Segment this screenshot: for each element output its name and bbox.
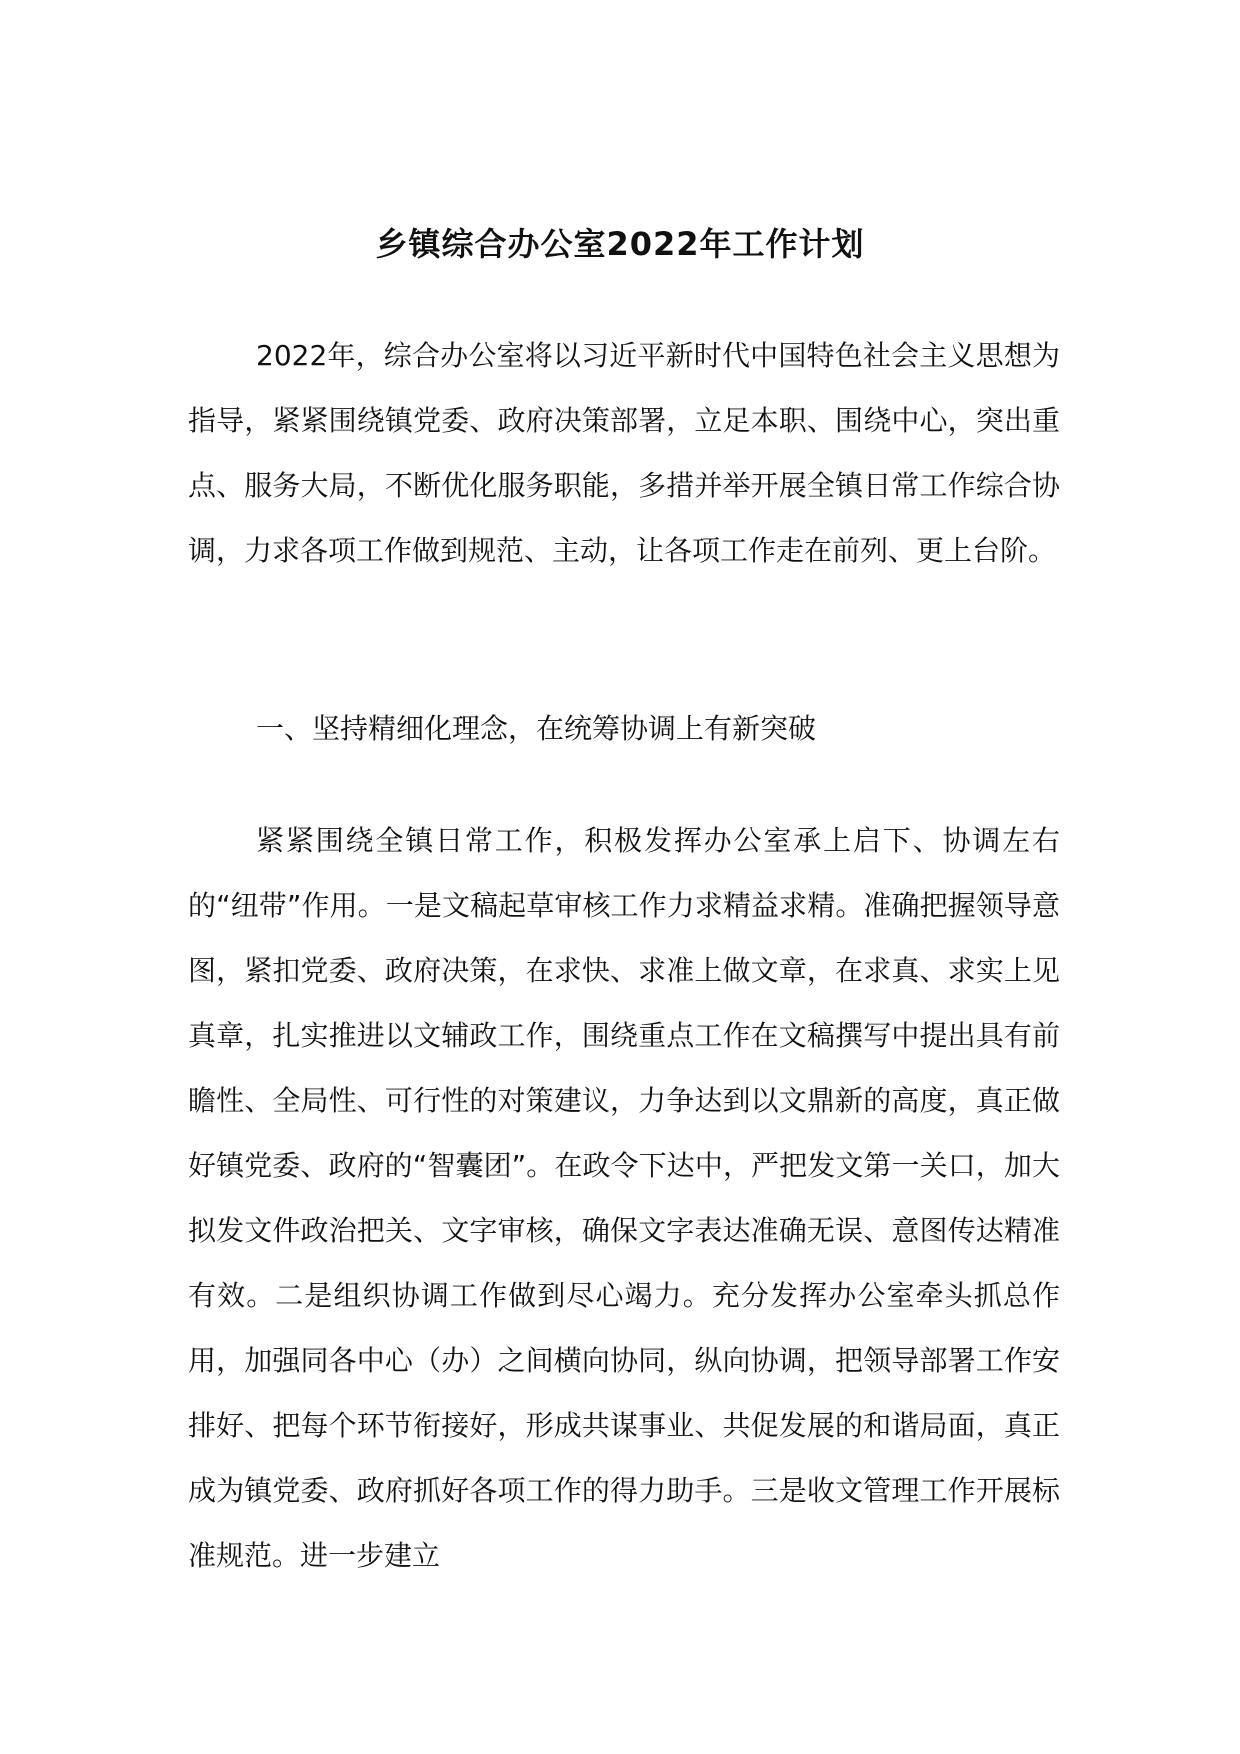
intro-paragraph: 2022年，综合办公室将以习近平新时代中国特色社会主义思想为指导，紧紧围绕镇党委、政府决策部署，立足本职、围绕中心，突出重点、服务大局，不断优化服务职能，多措并举开展全镇日常工作综合协调，力求各项工作做到规范、主动，让各项工作走在前列、更上台阶。 [188, 339, 1060, 567]
section-paragraph: 紧紧围绕全镇日常工作，积极发挥办公室承上启下、协调左右的“纽带”作用。一是文稿起草审核工作力求精益求精。准确把握领导意图，紧扣党委、政府决策，在求快、求准上做文章，在求真、求实上见真章，扎实推进以文辅政工作，围绕重点工作在文稿撰写中提出具有前瞻性、全局性、可行性的对策建议，力争达到以文鼎新的高度，真正做好镇党委、政府的“智囊团”。在政令下达中，严把发文第一关口，加大拟发文件政治把关、文字审核，确保文字表达准确无误、意图传达精准有效。二是组织协调工作做到尽心竭力。充分发挥办公室牵头抓总作用，加强同各中心（办）之间横向协同，纵向协调，把领导部署工作安排好、把每个环节衔接好，形成共谋事业、共促发展的和谐局面，真正成为镇党委、政府抓好各项工作的得力助手。三是收文管理工作开展标准规范。进一步建立 [188, 824, 1060, 1572]
section-heading: 一、坚持精细化理念，在统筹协调上有新突破 [256, 712, 817, 745]
document-title: 乡镇综合办公室2022年工作计划 [375, 225, 865, 263]
